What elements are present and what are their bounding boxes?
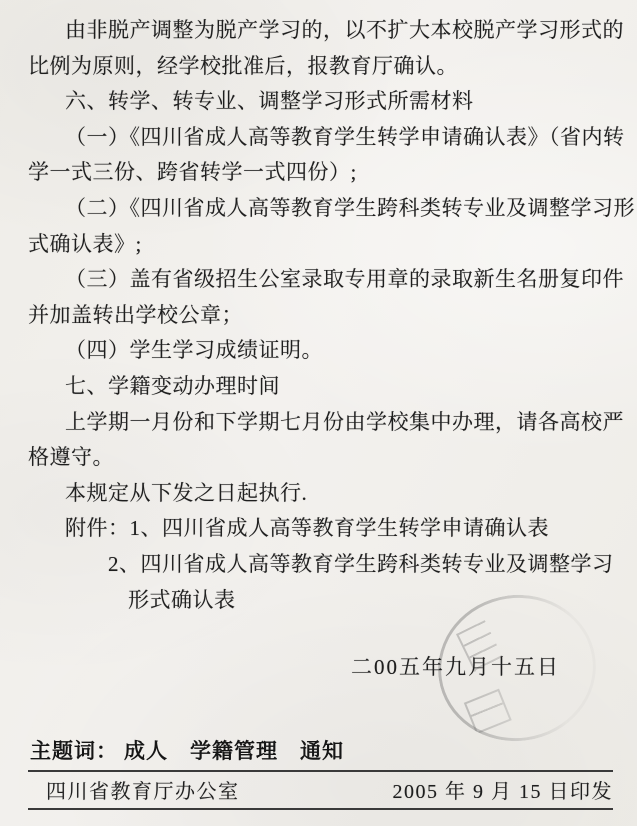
text-line: 2、四川省成人高等教育学生跨科类转专业及调整学习 [108,551,614,576]
text-line: 并加盖转出学校公章； [28,302,243,327]
text-line: （三）盖有省级招生公室录取专用章的录取新生名册复印件 [65,267,624,292]
issue-date: 二00五年九月十五日 [351,655,560,679]
text-line: 本规定从下发之日起执行. [65,480,308,505]
text-line: 形式确认表 [128,587,236,612]
divider-bottom [28,808,613,810]
text-line: （四）学生学习成绩证明。 [65,338,323,363]
text-line: 式确认表》; [28,231,142,256]
text-line: 七、学籍变动办理时间 [65,373,280,398]
subject-label: 主题词： [30,740,118,763]
subject-terms: 成人 学籍管理 通知 [124,740,344,763]
text-line: （一）《四川省成人高等教育学生转学申请确认表》（省内转 [65,124,625,149]
text-line: 上学期一月份和下学期七月份由学校集中办理，请各高校严 [65,409,624,434]
divider-top [28,770,613,772]
text-line: 由非脱产调整为脱产学习的，以不扩大本校脱产学习形式的 [65,18,624,42]
text-line: 六、转学、转专业、调整学习形式所需材料 [65,89,474,114]
text-line: 学一式三份、跨省转学一式四份）; [28,160,357,185]
issuing-office: 四川省教育厅办公室 [46,781,240,803]
text-line: 附件：1、四川省成人高等教育学生转学申请确认表 [65,516,549,541]
print-date: 2005 年 9 月 15 日印发 [392,781,613,803]
document-body [28,13,635,618]
text-line: 比例为原则，经学校批准后，报教育厅确认。 [28,53,458,78]
subject-keywords-line [30,735,344,765]
text-line: 格遵守。 [28,445,114,470]
colophon-row [28,777,613,807]
text-line: （二）《四川省成人高等教育学生跨科类转专业及调整学习形 [65,195,635,220]
seal-mark-icon [464,689,512,735]
